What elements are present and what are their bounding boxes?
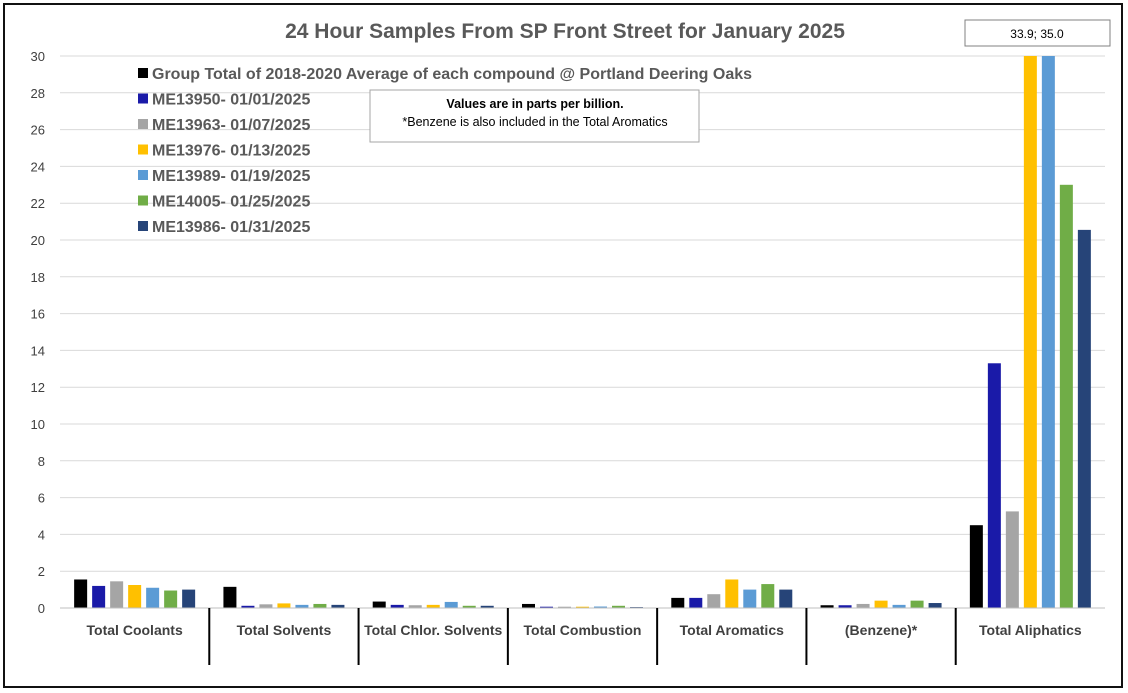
bar xyxy=(911,601,924,608)
bar xyxy=(988,363,1001,608)
bar xyxy=(1006,511,1019,608)
bar xyxy=(743,590,756,608)
y-tick-label: 20 xyxy=(30,233,45,248)
y-tick-label: 2 xyxy=(37,564,45,580)
x-tick-label: Total Coolants xyxy=(86,622,183,638)
bar xyxy=(970,525,983,608)
bar xyxy=(1024,56,1037,608)
bar xyxy=(74,579,87,608)
bar xyxy=(875,601,888,608)
chart-title: 24 Hour Samples From SP Front Street for January 2025 xyxy=(285,20,845,43)
legend-entry: ME14005- 01/25/2025 xyxy=(152,193,311,211)
y-tick-label: 24 xyxy=(30,159,45,175)
legend-swatch xyxy=(138,94,148,104)
legend-swatch xyxy=(138,196,148,206)
legend-swatch xyxy=(138,145,148,155)
benzene-note-line: *Benzene is also included in the Total Aromatics xyxy=(402,115,668,129)
bar xyxy=(110,581,123,608)
bar xyxy=(277,603,290,608)
bar xyxy=(1060,185,1073,608)
y-tick-label: 26 xyxy=(30,122,45,138)
chart xyxy=(5,5,1121,686)
legend-entry: Group Total of 2018-2020 Average of each compound @ Portland Deering Oaks xyxy=(152,66,753,83)
y-tick-label: 10 xyxy=(30,417,45,432)
x-axis xyxy=(60,608,1105,665)
bar xyxy=(671,598,684,608)
y-tick-label: 18 xyxy=(30,269,45,285)
legend-entry: ME13963- 01/07/2025 xyxy=(152,117,311,134)
y-tick-label: 12 xyxy=(30,380,45,396)
y-tick-label: 22 xyxy=(30,196,45,212)
bar xyxy=(707,594,720,608)
bar xyxy=(182,590,195,608)
bar xyxy=(92,586,105,608)
bar xyxy=(373,602,386,608)
y-tick-label: 6 xyxy=(37,490,45,506)
bar xyxy=(164,591,177,608)
bar xyxy=(779,590,792,608)
y-tick-label: 4 xyxy=(37,527,45,543)
x-tick-label: Total Aromatics xyxy=(679,622,784,638)
legend-swatch xyxy=(138,68,148,78)
y-tick-label: 28 xyxy=(30,85,45,101)
bar xyxy=(223,587,236,608)
bar xyxy=(725,579,738,608)
x-tick-label: Total Solvents xyxy=(236,622,332,638)
x-tick-label: Total Combustion xyxy=(523,622,642,638)
bar xyxy=(259,604,272,608)
bar xyxy=(1078,230,1091,608)
legend-entry: ME13976- 01/13/2025 xyxy=(152,142,311,160)
bar xyxy=(445,602,458,608)
x-tick-label: Total Aliphatics xyxy=(979,622,1082,638)
legend-entry: ME13950- 01/01/2025 xyxy=(152,91,311,109)
bar xyxy=(857,604,870,608)
legend-swatch xyxy=(138,119,148,129)
y-tick-label: 30 xyxy=(30,49,45,64)
bar xyxy=(128,585,141,608)
bar xyxy=(929,603,942,608)
units-note-box xyxy=(370,90,699,142)
y-tick-label: 0 xyxy=(37,601,45,616)
y-tick-label: 14 xyxy=(30,343,45,359)
x-tick-label: Total Chlor. Solvents xyxy=(364,622,503,638)
chart-frame xyxy=(3,3,1123,688)
y-tick-label: 8 xyxy=(37,453,45,469)
bar xyxy=(1042,56,1055,608)
bar xyxy=(689,598,702,608)
clipped-values-label: 33.9; 35.0 xyxy=(1010,27,1064,41)
x-tick-label: (Benzene)* xyxy=(844,622,918,638)
bar xyxy=(522,604,535,608)
bar xyxy=(146,588,159,608)
legend-entry: ME13986- 01/31/2025 xyxy=(152,219,311,236)
y-axis xyxy=(31,49,45,616)
clipped-values-box xyxy=(965,20,1110,46)
legend-swatch xyxy=(138,221,148,231)
bar xyxy=(761,584,774,608)
legend-swatch xyxy=(138,170,148,180)
bar xyxy=(313,604,326,608)
units-note-line: Values are in parts per billion. xyxy=(446,97,624,111)
y-tick-label: 16 xyxy=(30,306,45,322)
legend-entry: ME13989- 01/19/2025 xyxy=(152,168,311,185)
